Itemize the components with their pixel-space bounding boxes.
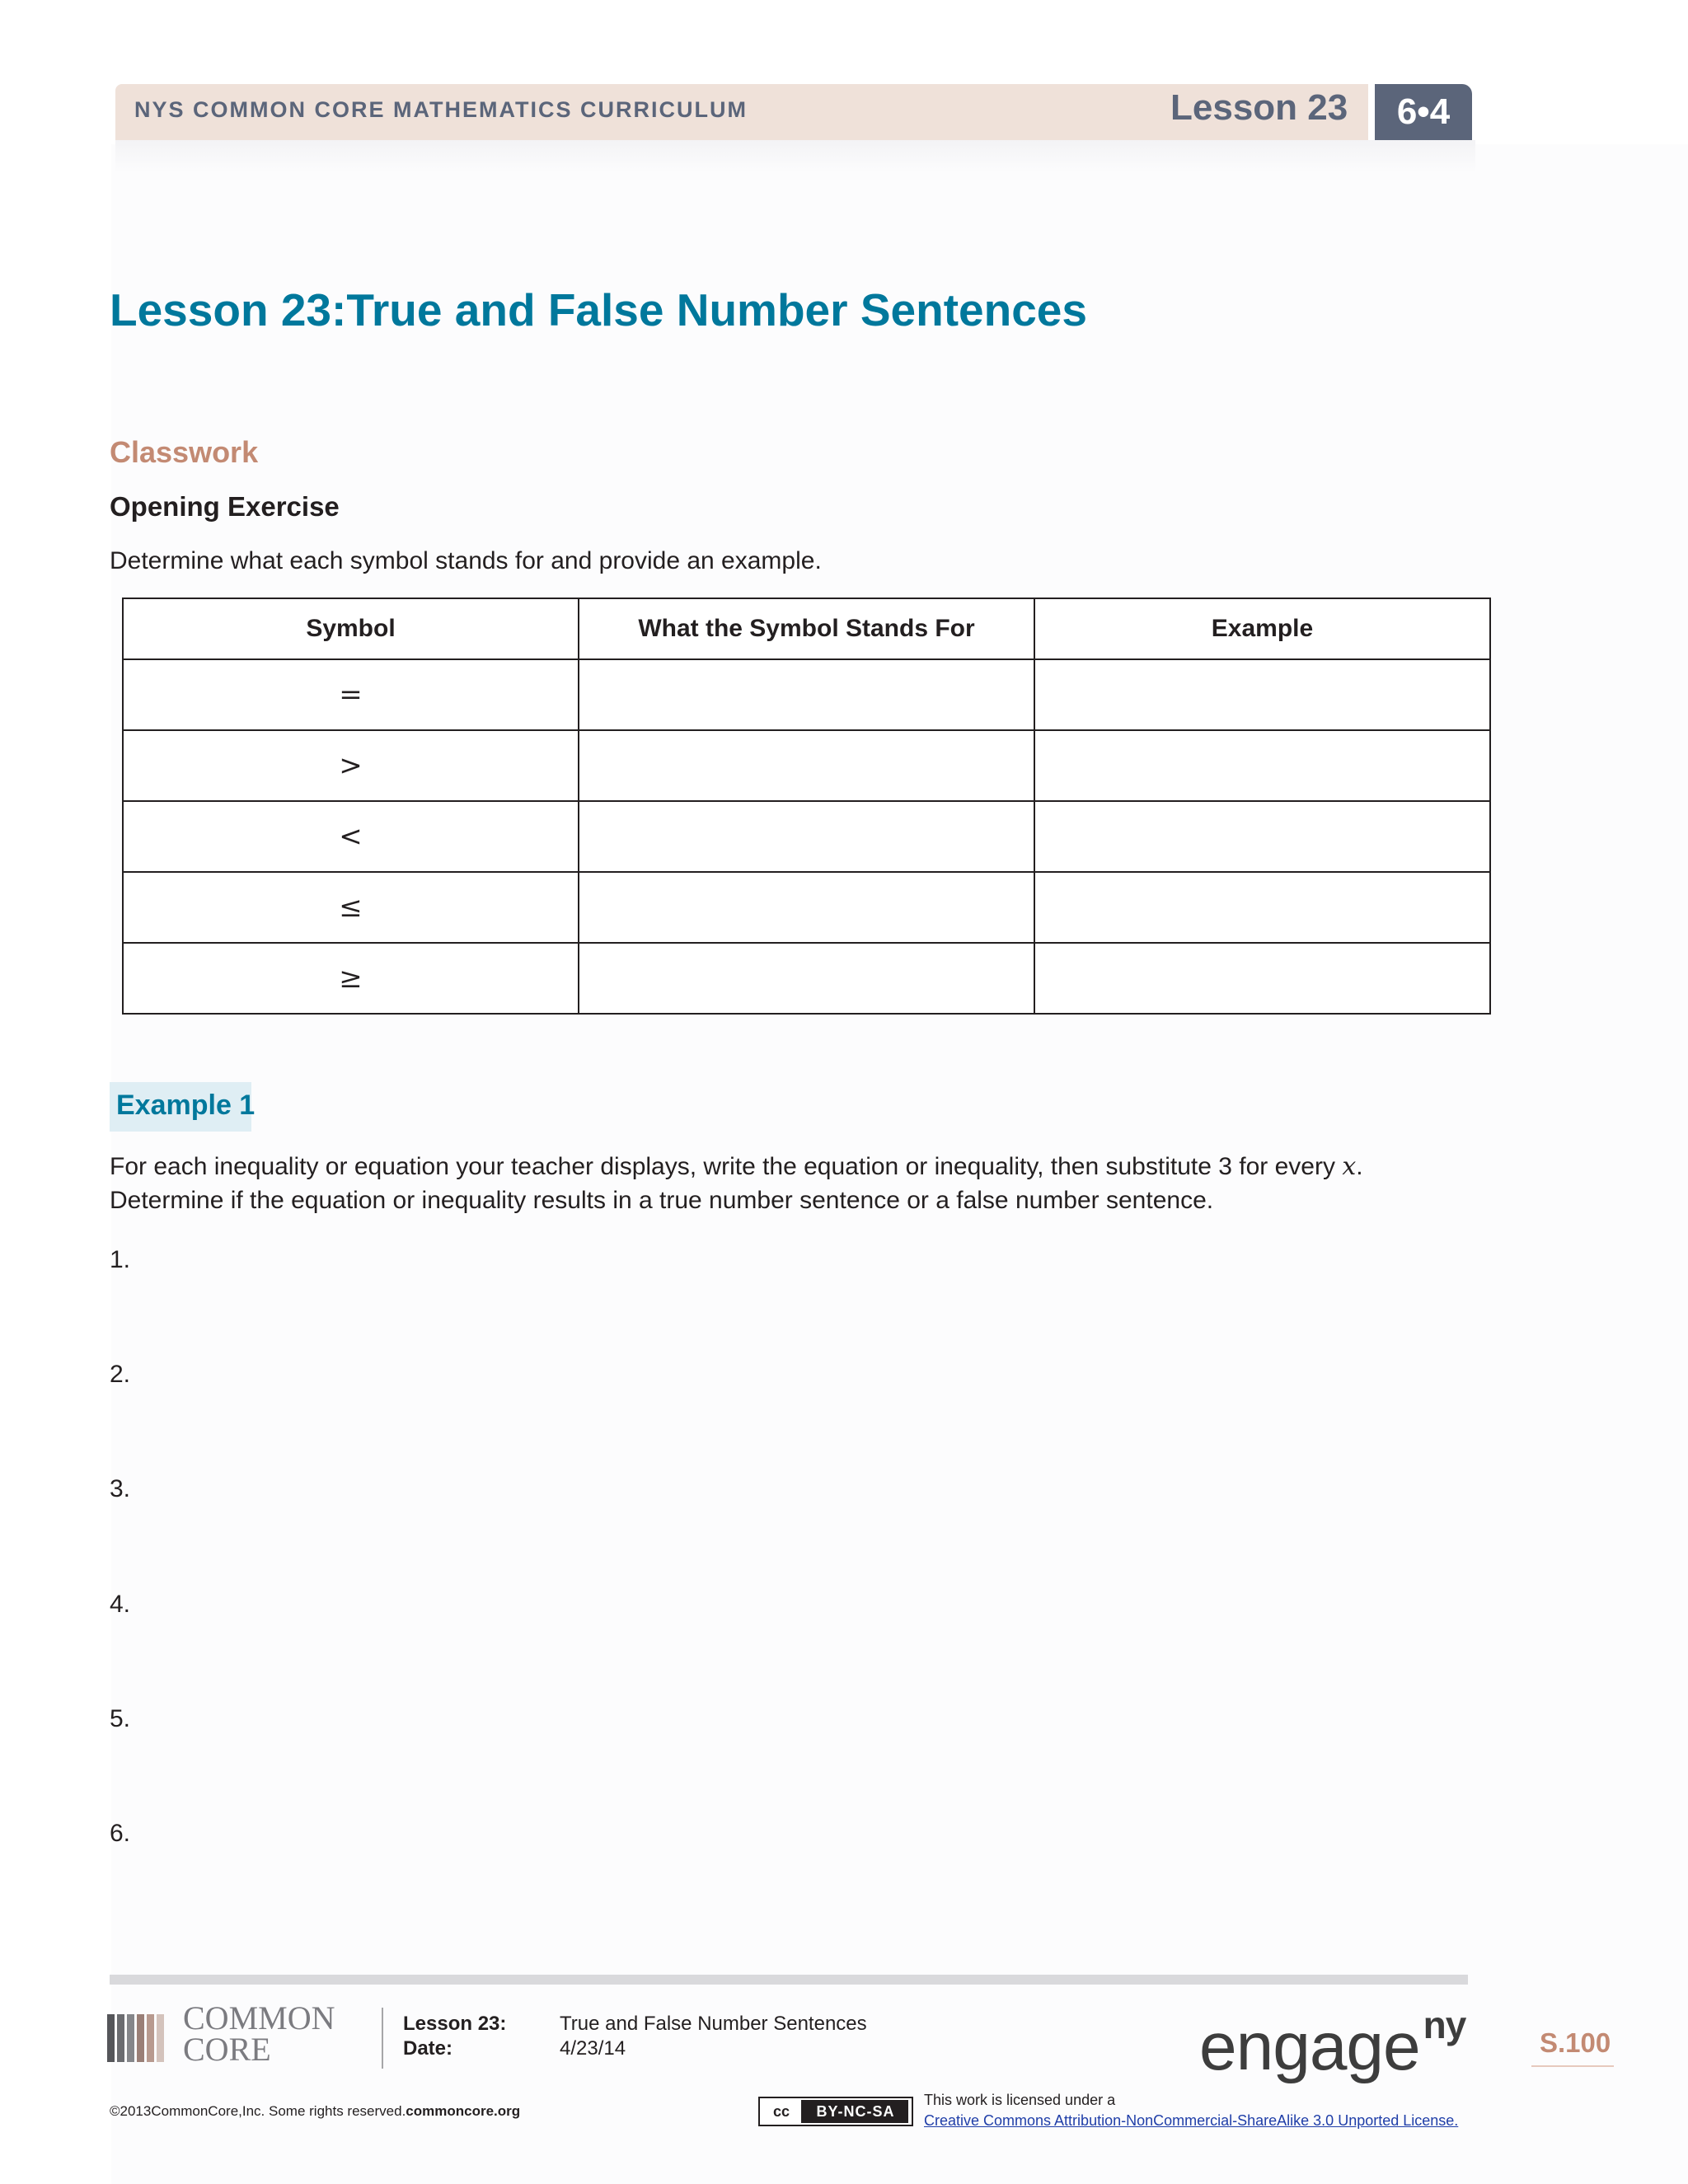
- meaning-cell[interactable]: [579, 872, 1034, 943]
- meaning-cell[interactable]: [579, 659, 1034, 730]
- example-cell[interactable]: [1034, 872, 1490, 943]
- logo-line-1: COMMON: [183, 1999, 335, 2036]
- footer-date-label: Date:: [403, 2037, 453, 2060]
- column-header-example: Example: [1034, 598, 1490, 659]
- page-number-underline: [1531, 2065, 1614, 2067]
- cc-license-type: BY-NC-SA: [803, 2100, 908, 2123]
- list-item: 2.: [110, 1361, 131, 1388]
- example-1-instruction-line-2: Determine if the equation or inequality results in a true number sentence or a false number sentence.: [110, 1187, 1214, 1214]
- page-title: Lesson 23:True and False Number Sentences: [110, 284, 1087, 335]
- footer-separator: [382, 2008, 383, 2069]
- meaning-cell[interactable]: [579, 730, 1034, 801]
- license-link[interactable]: Creative Commons Attribution-NonCommercial-ShareAlike 3.0 Unported License.: [924, 2112, 1459, 2129]
- table-row: [123, 730, 1490, 801]
- brand-text: engage: [1199, 2009, 1420, 2084]
- footer-date-value: 4/23/14: [560, 2037, 626, 2060]
- table-row: [123, 659, 1490, 730]
- grade-module-badge: 6•4: [1375, 84, 1472, 140]
- footer-divider: [110, 1975, 1468, 1985]
- cc-icon: cc: [762, 2100, 803, 2123]
- engageny-logo: [1199, 2003, 1465, 2086]
- license-text: This work is licensed under a: [924, 2092, 1116, 2108]
- table-header-row: [123, 598, 1490, 659]
- curriculum-name: NYS COMMON CORE MATHEMATICS CURRICULUM: [134, 97, 748, 122]
- symbol-table: [122, 598, 1491, 1015]
- symbol-cell: ≥: [123, 943, 579, 1014]
- list-item: 6.: [110, 1820, 131, 1847]
- example-cell[interactable]: [1034, 730, 1490, 801]
- instruction-period: .: [1356, 1153, 1363, 1180]
- classwork-heading: Classwork: [110, 435, 259, 469]
- symbol-cell: =: [123, 659, 579, 730]
- example-cell[interactable]: [1034, 801, 1490, 872]
- example-1-heading: Example 1: [116, 1090, 256, 1121]
- list-item: 5.: [110, 1705, 131, 1732]
- logo-line-2: CORE: [183, 2031, 271, 2068]
- column-header-symbol: Symbol: [123, 598, 579, 659]
- footer-lesson-title: True and False Number Sentences: [560, 2013, 867, 2035]
- list-item: 4.: [110, 1591, 131, 1618]
- symbol-cell: <: [123, 801, 579, 872]
- opening-exercise-instruction: Determine what each symbol stands for and provide an example.: [110, 547, 822, 574]
- opening-exercise-heading: Opening Exercise: [110, 491, 340, 522]
- copyright-text: ©2013CommonCore,Inc. Some rights reserved.: [110, 2103, 406, 2119]
- footer-lesson-label: Lesson 23:: [403, 2013, 507, 2035]
- symbol-cell: >: [123, 730, 579, 801]
- list-item: 1.: [110, 1246, 131, 1273]
- copyright-notice: [110, 2103, 520, 2120]
- example-1-instruction-line-1: [110, 1152, 1363, 1181]
- copyright-site: commoncore.org: [406, 2103, 521, 2119]
- meaning-cell[interactable]: [579, 943, 1034, 1014]
- example-cell[interactable]: [1034, 943, 1490, 1014]
- brand-superscript: ny: [1423, 2004, 1466, 2046]
- example-cell[interactable]: [1034, 659, 1490, 730]
- common-core-logo-icon: [107, 2011, 171, 2065]
- table-row: [123, 943, 1490, 1014]
- header-lesson: Lesson 23: [1170, 87, 1348, 128]
- table-row: [123, 872, 1490, 943]
- variable-x: x: [1342, 1152, 1357, 1181]
- instruction-text: For each inequality or equation your teacher displays, write the equation or inequality, then substitute 3 for every: [110, 1153, 1343, 1180]
- table-row: [123, 801, 1490, 872]
- list-item: 3.: [110, 1475, 131, 1502]
- page-number: S.100: [1540, 2027, 1611, 2058]
- header-shadow: [115, 140, 1475, 173]
- symbol-cell: ≤: [123, 872, 579, 943]
- meaning-cell[interactable]: [579, 801, 1034, 872]
- column-header-meaning: What the Symbol Stands For: [579, 598, 1034, 659]
- common-core-logo-text: [183, 1999, 335, 2068]
